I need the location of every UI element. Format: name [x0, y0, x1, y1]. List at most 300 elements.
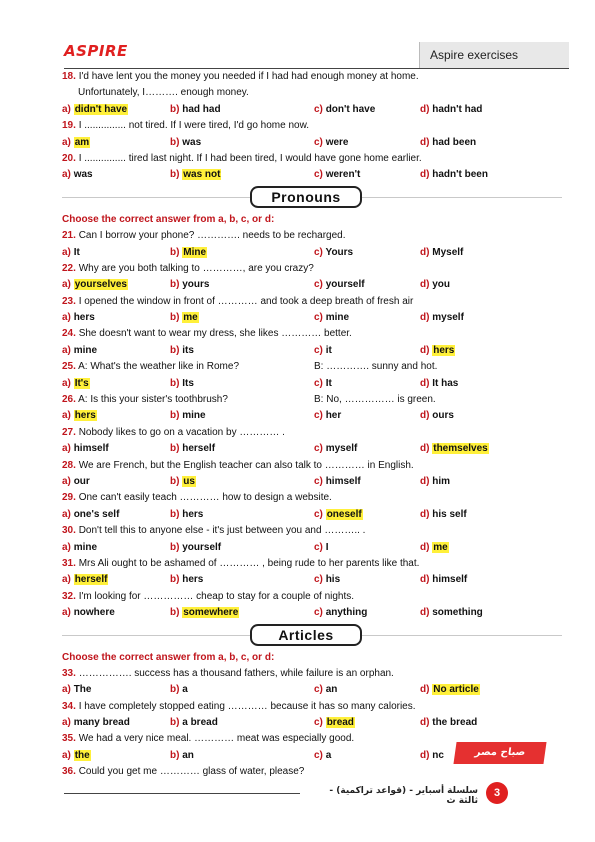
- answer-option: [420, 748, 444, 764]
- option-letter: a): [62, 443, 71, 455]
- option-letter: b): [170, 279, 180, 291]
- option-letter: d): [420, 136, 430, 148]
- answer-options: [62, 408, 562, 424]
- option-letter: b): [170, 541, 180, 553]
- question-text: [62, 151, 562, 167]
- answer-option: [62, 441, 109, 457]
- question-stem: I ............... not tired. If I were tired, I'd go home now.: [78, 120, 310, 132]
- option-letter: b): [170, 377, 180, 389]
- question-text: [62, 392, 562, 408]
- question-stem: I'm looking for …………… cheap to stay for a couple of nights.: [78, 590, 355, 602]
- option-text: his: [325, 574, 341, 586]
- option-letter: d): [420, 344, 430, 356]
- option-text: a: [182, 684, 188, 696]
- option-letter: d): [420, 541, 430, 553]
- highlighted-answer: the: [74, 749, 90, 761]
- answer-options: [62, 507, 562, 523]
- option-text: himself: [432, 574, 468, 586]
- answer-option: [314, 343, 332, 359]
- question-text: [62, 556, 562, 572]
- option-letter: a): [62, 377, 71, 389]
- answer-option: [420, 277, 450, 293]
- question-text: [62, 261, 562, 277]
- answer-option: [170, 474, 196, 490]
- option-letter: c): [314, 443, 323, 455]
- answer-option: [420, 310, 464, 326]
- option-letter: c): [314, 377, 323, 389]
- option-letter: c): [314, 508, 323, 520]
- option-letter: a): [62, 169, 71, 181]
- question-number: 34.: [62, 700, 76, 712]
- option-letter: b): [170, 410, 180, 422]
- answer-option: [62, 277, 128, 293]
- option-letter: d): [420, 475, 430, 487]
- option-letter: a): [62, 684, 71, 696]
- highlighted-answer: us: [183, 475, 195, 487]
- section-title: Pronouns: [250, 186, 362, 208]
- option-text: mine: [73, 344, 98, 356]
- question-number: 24.: [62, 328, 76, 340]
- answer-option: [314, 277, 365, 293]
- option-text: one's self: [73, 508, 120, 520]
- answer-option: [314, 102, 375, 118]
- option-letter: b): [170, 749, 180, 761]
- answer-option: [420, 441, 489, 457]
- option-letter: a): [62, 607, 71, 619]
- answer-option: [170, 408, 206, 424]
- highlighted-answer: hers: [433, 344, 455, 356]
- option-letter: b): [170, 169, 180, 181]
- option-letter: a): [62, 136, 71, 148]
- option-letter: c): [314, 475, 323, 487]
- answer-options: [62, 277, 562, 293]
- option-letter: c): [314, 312, 323, 324]
- option-letter: b): [170, 246, 180, 258]
- highlighted-answer: somewhere: [183, 607, 239, 619]
- answer-option: [62, 245, 80, 261]
- highlighted-answer: themselves: [433, 443, 488, 455]
- option-letter: d): [420, 684, 430, 696]
- question-number: 18.: [62, 71, 76, 82]
- option-text: himself: [325, 475, 361, 487]
- option-text: an: [182, 749, 194, 761]
- option-letter: d): [420, 410, 430, 422]
- answer-option: [314, 408, 341, 424]
- question-number: 29.: [62, 492, 76, 504]
- option-text: nc: [432, 749, 444, 761]
- answer-option: [62, 310, 95, 326]
- question-number: 27.: [62, 426, 76, 438]
- option-text: hers: [182, 508, 204, 520]
- answer-option: [420, 605, 483, 621]
- highlighted-answer: yourselves: [74, 279, 127, 291]
- highlighted-answer: am: [74, 136, 90, 148]
- question-stem: We are French, but the English teacher can also talk to ………… in English.: [78, 459, 414, 471]
- answer-option: [62, 474, 90, 490]
- option-letter: c): [314, 344, 323, 356]
- option-letter: a): [62, 410, 71, 422]
- question-number: 33.: [62, 667, 76, 679]
- highlighted-answer: oneself: [326, 508, 362, 520]
- option-letter: b): [170, 574, 180, 586]
- option-text: ours: [432, 410, 454, 422]
- option-text: him: [432, 475, 451, 487]
- question-number: 32.: [62, 590, 76, 602]
- question-text: [62, 523, 562, 539]
- question-stem: I'd have lent you the money you needed if I had had enough money at home.: [78, 71, 419, 82]
- option-letter: b): [170, 344, 180, 356]
- page-header: [0, 0, 595, 70]
- highlighted-answer: bread: [326, 717, 354, 729]
- option-text: a: [325, 749, 332, 761]
- section-heading: [62, 184, 562, 212]
- option-text: It has: [432, 377, 459, 389]
- option-text: nowhere: [73, 607, 115, 619]
- answer-option: [314, 310, 349, 326]
- option-text: Its: [182, 377, 194, 389]
- question-stem: A: What's the weather like in Rome?: [78, 361, 240, 373]
- site-watermark: صباح مصر: [453, 742, 546, 764]
- answer-option: [62, 376, 90, 392]
- question-stem: ……………. success has a thousand fathers, while failure is an orphan.: [78, 667, 394, 679]
- option-letter: b): [170, 443, 180, 455]
- answer-option: [62, 408, 97, 424]
- highlighted-answer: herself: [74, 574, 108, 586]
- option-letter: c): [314, 717, 323, 729]
- option-text: hadn't been: [432, 169, 488, 181]
- highlighted-answer: No article: [433, 684, 479, 696]
- option-text: myself: [325, 443, 358, 455]
- answer-option: [170, 245, 207, 261]
- answer-option: [314, 474, 361, 490]
- question-text: [62, 294, 562, 310]
- question-number: 23.: [62, 295, 76, 307]
- option-text: mine: [182, 410, 206, 422]
- answer-option: [170, 682, 188, 698]
- option-text: herself: [182, 443, 216, 455]
- answer-option: [314, 245, 353, 261]
- answer-option: [420, 167, 488, 183]
- option-text: It: [73, 246, 80, 258]
- answer-option: [314, 748, 331, 764]
- option-letter: d): [420, 717, 430, 729]
- option-letter: a): [62, 103, 71, 115]
- answer-option: [314, 572, 340, 588]
- answer-option: [314, 715, 355, 731]
- answer-option: [62, 572, 108, 588]
- option-letter: d): [420, 377, 430, 389]
- answer-options: [62, 474, 562, 490]
- option-text: mine: [325, 312, 350, 324]
- question-stem: I opened the window in front of ………… and took a deep breath of fresh air: [78, 295, 414, 307]
- option-text: was: [182, 136, 202, 148]
- option-letter: a): [62, 574, 71, 586]
- answer-options: [62, 245, 562, 261]
- option-letter: d): [420, 574, 430, 586]
- answer-option: [314, 167, 360, 183]
- question-number: 26.: [62, 394, 76, 406]
- option-letter: d): [420, 749, 430, 761]
- option-text: an: [325, 684, 338, 696]
- option-letter: d): [420, 508, 430, 520]
- answer-options: [62, 572, 562, 588]
- question-reply: B: …………. sunny and hot.: [314, 361, 438, 373]
- aspire-logo: ASPIRE: [64, 42, 128, 60]
- answer-option: [420, 715, 477, 731]
- footer-series-title: سلسلة أسباير - (قواعد تراكمية) - ثالثة ث: [329, 786, 478, 806]
- option-letter: c): [314, 246, 323, 258]
- answer-options: [62, 441, 562, 457]
- option-text: her: [325, 410, 342, 422]
- option-letter: c): [314, 103, 323, 115]
- answer-option: [420, 376, 458, 392]
- question-number: 31.: [62, 557, 76, 569]
- highlighted-answer: didn't have: [74, 103, 128, 115]
- question-text: [62, 69, 562, 85]
- option-letter: b): [170, 312, 180, 324]
- option-text: hers: [182, 574, 204, 586]
- option-text: hers: [73, 312, 95, 324]
- answer-option: [314, 135, 348, 151]
- answer-option: [420, 507, 467, 523]
- question-number: 22.: [62, 262, 76, 274]
- section-instruction: Choose the correct answer from a, b, c, or d:: [62, 651, 275, 663]
- option-letter: b): [170, 136, 180, 148]
- answer-option: [420, 245, 463, 261]
- option-text: anything: [325, 607, 368, 619]
- answer-option: [170, 310, 199, 326]
- question-number: 20.: [62, 152, 76, 164]
- section-instruction: Choose the correct answer from a, b, c, or d:: [62, 213, 275, 225]
- option-text: the bread: [432, 717, 478, 729]
- question-text: [62, 699, 562, 715]
- answer-option: [170, 441, 215, 457]
- answer-option: [62, 540, 97, 556]
- option-letter: c): [314, 279, 323, 291]
- answer-options: [62, 343, 562, 359]
- answer-options: [62, 540, 562, 556]
- option-letter: a): [62, 717, 71, 729]
- option-letter: c): [314, 607, 323, 619]
- highlighted-answer: hers: [74, 410, 96, 422]
- question-stem: A: Is this your sister's toothbrush?: [78, 394, 228, 406]
- question-number: 28.: [62, 459, 76, 471]
- answer-option: [62, 102, 128, 118]
- option-text: I: [325, 541, 329, 553]
- question-stem: I have completely stopped eating ………… because it has so many calories.: [78, 700, 416, 712]
- option-letter: d): [420, 246, 430, 258]
- question-stem: Nobody likes to go on a vacation by ………… .: [78, 426, 285, 438]
- option-text: something: [432, 607, 483, 619]
- option-letter: c): [314, 169, 323, 181]
- answer-options: [62, 102, 562, 118]
- answer-option: [420, 540, 449, 556]
- section-title: Articles: [250, 624, 362, 646]
- option-letter: d): [420, 279, 430, 291]
- answer-option: [420, 408, 454, 424]
- answer-option: [170, 715, 218, 731]
- answer-option: [420, 572, 467, 588]
- answer-option: [420, 343, 455, 359]
- answer-option: [170, 748, 194, 764]
- answer-option: [62, 507, 119, 523]
- answer-option: [314, 441, 357, 457]
- option-text: was: [73, 169, 93, 181]
- question-stem: Mrs Ali ought to be ashamed of ………… , being rude to her parents like that.: [78, 557, 420, 569]
- answer-options: [62, 135, 562, 151]
- option-text: his self: [432, 508, 467, 520]
- answer-option: [420, 474, 450, 490]
- question-stem: Don't tell this to anyone else - it's just between you and ……….. .: [78, 525, 366, 537]
- option-text: himself: [73, 443, 109, 455]
- answer-option: [62, 167, 93, 183]
- option-text: weren't: [325, 169, 361, 181]
- header-title: Aspire exercises: [419, 42, 569, 68]
- question-stem: I ............... tired last night. If I had been tired, I would have gone home earlier.: [78, 152, 422, 164]
- question-number: 30.: [62, 525, 76, 537]
- option-letter: d): [420, 607, 430, 619]
- question-text: [62, 764, 562, 780]
- highlighted-answer: me: [183, 312, 198, 324]
- option-text: many bread: [73, 717, 130, 729]
- option-text: It: [325, 377, 332, 389]
- option-letter: a): [62, 475, 71, 487]
- option-text: Yours: [325, 246, 354, 258]
- option-letter: a): [62, 749, 71, 761]
- answer-options: [62, 167, 562, 183]
- question-reply: B: No, …………… is green.: [314, 394, 436, 406]
- option-text: myself: [432, 312, 464, 324]
- highlighted-answer: me: [433, 541, 448, 553]
- option-text: had been: [432, 136, 477, 148]
- option-text: its: [182, 344, 194, 356]
- question-number: 35.: [62, 733, 76, 745]
- answer-options: [62, 376, 562, 392]
- option-text: our: [73, 475, 90, 487]
- question-number: 25.: [62, 361, 76, 373]
- question-stem: One can't easily teach ………… how to design a website.: [78, 492, 332, 504]
- question-text: [62, 666, 562, 682]
- option-text: it: [325, 344, 332, 356]
- answer-option: [314, 376, 332, 392]
- option-letter: b): [170, 607, 180, 619]
- exercise-content: [62, 69, 562, 781]
- answer-option: [314, 540, 328, 556]
- option-letter: a): [62, 508, 71, 520]
- answer-option: [62, 715, 130, 731]
- option-text: yourself: [325, 279, 365, 291]
- question-number: 36.: [62, 766, 76, 778]
- option-letter: b): [170, 508, 180, 520]
- section-heading: [62, 622, 562, 650]
- option-letter: b): [170, 475, 180, 487]
- highlighted-answer: It's: [74, 377, 89, 389]
- highlighted-answer: Mine: [183, 246, 207, 258]
- option-text: you: [432, 279, 451, 291]
- answer-option: [314, 605, 367, 621]
- question-text: [62, 589, 562, 605]
- answer-option: [314, 682, 337, 698]
- answer-option: [62, 682, 91, 698]
- page-number: 3: [486, 782, 508, 804]
- answer-option: [170, 376, 194, 392]
- answer-option: [62, 748, 91, 764]
- option-letter: c): [314, 749, 323, 761]
- question-continuation: Unfortunately, I………. enough money.: [78, 87, 249, 99]
- question-text: [62, 458, 562, 474]
- answer-option: [420, 682, 480, 698]
- question-stem: Could you get me ………… glass of water, please?: [78, 766, 305, 778]
- answer-option: [170, 605, 239, 621]
- question-stem: Can I borrow your phone? …………. needs to be recharged.: [78, 230, 346, 242]
- option-letter: b): [170, 103, 180, 115]
- answer-option: [62, 135, 90, 151]
- option-letter: d): [420, 312, 430, 324]
- option-letter: c): [314, 684, 323, 696]
- answer-option: [62, 343, 97, 359]
- option-text: Myself: [432, 246, 464, 258]
- option-text: yourself: [182, 541, 222, 553]
- answer-options: [62, 682, 562, 698]
- answer-option: [170, 507, 203, 523]
- option-text: mine: [73, 541, 98, 553]
- option-text: a bread: [182, 717, 218, 729]
- option-letter: a): [62, 344, 71, 356]
- question-text: [62, 118, 562, 134]
- question-text: [62, 425, 562, 441]
- answer-option: [170, 277, 209, 293]
- option-letter: a): [62, 312, 71, 324]
- answer-options: [62, 310, 562, 326]
- question-text: [62, 490, 562, 506]
- answer-option: [170, 167, 221, 183]
- question-stem: She doesn't want to wear my dress, she likes ………… better.: [78, 328, 352, 340]
- answer-option: [170, 540, 221, 556]
- option-letter: c): [314, 410, 323, 422]
- answer-option: [420, 102, 482, 118]
- question-stem: We had a very nice meal. ………… meat was especially good.: [78, 733, 355, 745]
- option-text: yours: [182, 279, 210, 291]
- question-stem: Why are you both talking to …………, are you crazy?: [78, 262, 314, 274]
- answer-option: [170, 572, 203, 588]
- question-text: [62, 228, 562, 244]
- question-number: 21.: [62, 230, 76, 242]
- option-text: had had: [182, 103, 221, 115]
- option-letter: d): [420, 169, 430, 181]
- answer-option: [62, 605, 115, 621]
- question-text: [62, 326, 562, 342]
- option-text: The: [73, 684, 92, 696]
- option-letter: a): [62, 541, 71, 553]
- highlighted-answer: was not: [183, 169, 221, 181]
- option-letter: d): [420, 443, 430, 455]
- option-letter: b): [170, 717, 180, 729]
- answer-option: [170, 343, 194, 359]
- question-number: 19.: [62, 120, 76, 132]
- answer-option: [170, 102, 221, 118]
- option-text: hadn't had: [432, 103, 483, 115]
- footer-divider: [64, 793, 300, 794]
- option-letter: b): [170, 684, 180, 696]
- option-text: don't have: [325, 103, 376, 115]
- answer-option: [314, 507, 363, 523]
- answer-options: [62, 605, 562, 621]
- option-letter: d): [420, 103, 430, 115]
- answer-option: [170, 135, 201, 151]
- option-letter: a): [62, 246, 71, 258]
- answer-option: [420, 135, 476, 151]
- answer-options: [62, 715, 562, 731]
